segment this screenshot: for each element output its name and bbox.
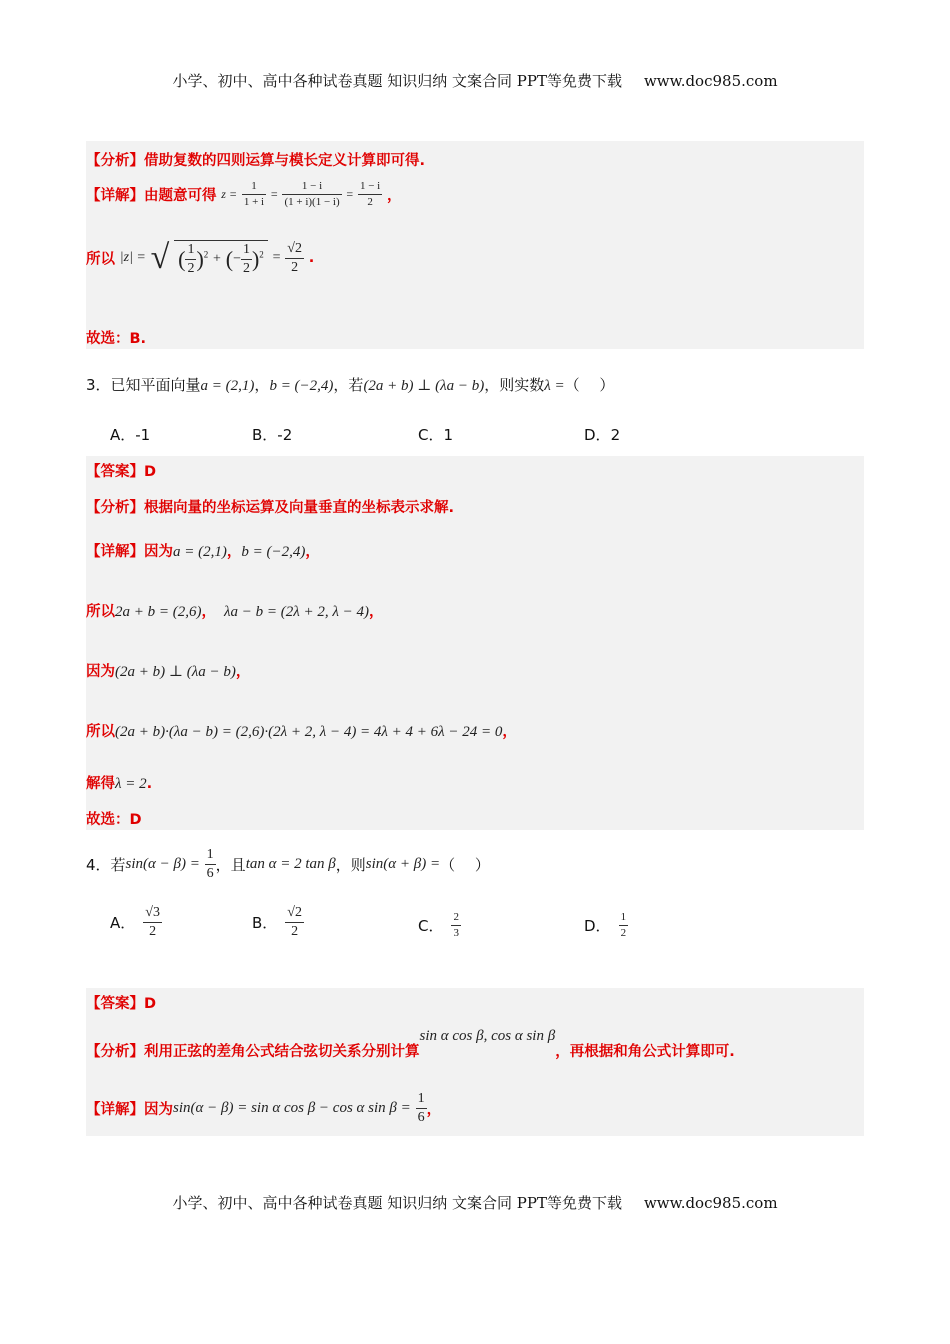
- so-label: 所以: [86, 251, 115, 268]
- choice-tag: 故选：: [86, 331, 130, 347]
- analysis-line: 【分析】利用正弦的差角公式结合弦切关系分别计算sin α cos β, cos α sin β，再根据和角公式计算即可.: [86, 1028, 735, 1060]
- header-text: 小学、初中、高中各种试卷真题 知识归纳 文案合同 PPT等免费下载: [172, 72, 622, 90]
- choice-value: B.: [129, 331, 147, 347]
- header-site: www.doc985.com: [643, 72, 778, 90]
- half-2: $\frac{1}{2}$: [242, 242, 250, 276]
- vector-a: a = (2,1): [173, 544, 227, 560]
- footer-site: www.doc985.com: [643, 1194, 778, 1212]
- detail-line: 【详解】因为sin(α − β) = sin α cos β − cos α sin β = $\frac{1}{6}$ ，: [86, 1091, 442, 1125]
- modulus-line: 所以 |z| = √ ( $\frac{1}{2}$ )$^2$ + (− $\frac{1}{2}$ )$^2$ = $\frac{√2}{2}$ .: [86, 239, 315, 276]
- z-equals: z =: [221, 187, 238, 201]
- q4-sin-sum: sin(α + β) =: [365, 856, 441, 872]
- q3-lambda: λ =: [544, 378, 565, 394]
- solution-block-3: [86, 988, 864, 1136]
- one-sixth: $\frac{1}{6}$: [417, 1091, 425, 1125]
- solve-line: 解得λ = 2.: [86, 776, 153, 792]
- vector-b: b = (−2,4): [241, 544, 306, 560]
- q3-option-a[interactable]: A．-1: [110, 426, 151, 444]
- q4-option-c[interactable]: C． $\frac{2}{3}$: [418, 911, 459, 939]
- question-3-stem: 3．已知平面向量a = (2,1)，b = (−2,4)，若(2a + b) ⊥ (λa − b)，则实数λ =（ ）: [86, 376, 615, 394]
- because-line: 因为(2a + b) ⊥ (λa − b)，: [86, 664, 251, 680]
- sqrt-body: ( $\frac{1}{2}$ )$^2$ + (− $\frac{1}{2}$ )$^2$: [174, 240, 268, 276]
- answer-line: 【答案】D: [86, 996, 157, 1012]
- fraction-3: $\frac{1 - i}{2}$: [359, 180, 381, 208]
- q3-condition: (2a + b) ⊥ (λa − b): [363, 378, 485, 394]
- choice-line: [86, 327, 146, 348]
- analysis-tag: 【分析】: [86, 153, 144, 169]
- analysis-text: 借助复数的四则运算与模长定义计算即可得.: [144, 153, 426, 169]
- detail-tag: 【详解】: [86, 188, 144, 204]
- q3-option-d[interactable]: D．2: [584, 426, 621, 444]
- half-1: $\frac{1}{2}$: [187, 242, 195, 276]
- page-header: [0, 70, 950, 91]
- sqrt-sign-icon: √: [150, 239, 170, 276]
- solution-block-2: [86, 456, 864, 830]
- q3-prefix: 3．已知平面向量: [86, 376, 201, 394]
- solution-block-1: [86, 141, 864, 349]
- dot-product-equation: (2a + b)·(λa − b) = (2,6)·(2λ + 2, λ − 4) = 4λ + 4 + 6λ − 24 = 0: [115, 724, 503, 740]
- question-4-stem: 4．若sin(α − β) = $\frac{1}{6}$ ，且tan α = 2 tan β，则sin(α + β) =（ ）: [86, 847, 490, 881]
- answer-line: 【答案】D: [86, 464, 157, 480]
- detail-prefix: 由题意可得: [144, 188, 217, 204]
- expr-2a-plus-b: 2a + b = (2,6): [115, 604, 202, 620]
- expr-lambda-a-minus-b: λa − b = (2λ + 2, λ − 4): [223, 604, 369, 620]
- page-footer: [0, 1192, 950, 1213]
- so-line-2: 所以(2a + b)·(λa − b) = (2,6)·(2λ + 2, λ − 4) = 4λ + 4 + 6λ − 24 = 0，: [86, 724, 517, 740]
- q3-vector-a: a = (2,1): [200, 378, 255, 394]
- q4-tan-relation: tan α = 2 tan β: [245, 856, 336, 872]
- perpendicular-condition: (2a + b) ⊥ (λa − b): [115, 664, 236, 680]
- footer-text: 小学、初中、高中各种试卷真题 知识归纳 文案合同 PPT等免费下载: [172, 1194, 622, 1212]
- sin-cos-products: sin α cos β, cos α sin β: [419, 1028, 556, 1044]
- q3-option-c[interactable]: C．1: [418, 426, 454, 444]
- q3-vector-b: b = (−2,4): [269, 378, 334, 394]
- modulus-z: |z| =: [119, 250, 146, 265]
- sqrt2-over-2: $\frac{√2}{2}$: [287, 240, 302, 275]
- lambda-result: λ = 2: [115, 776, 147, 792]
- q4-one-sixth: $\frac{1}{6}$: [206, 847, 214, 881]
- analysis-line: 【分析】根据向量的坐标运算及向量垂直的坐标表示求解.: [86, 500, 455, 516]
- detail-line: 【详解】因为a = (2,1)，b = (−2,4)，: [86, 544, 320, 560]
- so-line-1: 所以2a + b = (2,6)， λa − b = (2λ + 2, λ − 4)，: [86, 604, 384, 620]
- q4-option-b[interactable]: B． $\frac{√2}{2}$: [252, 905, 302, 939]
- q4-option-a[interactable]: A． $\frac{√3}{2}$: [110, 905, 160, 939]
- q4-sin-diff: sin(α − β) =: [125, 856, 200, 872]
- analysis-line: [86, 149, 425, 170]
- choice-line: 故选：D: [86, 812, 142, 828]
- fraction-2: $\frac{1 - i}{(1 + i)(1 - i)}$: [284, 180, 340, 208]
- q4-option-d[interactable]: D． $\frac{1}{2}$: [584, 911, 627, 939]
- fraction-1: $\frac{1}{1 + i}$: [243, 180, 265, 208]
- q3-option-b[interactable]: B．-2: [252, 426, 293, 444]
- difference-formula: sin(α − β) = sin α cos β − cos α sin β =: [173, 1100, 411, 1116]
- detail-line: 【详解】由题意可得 z = $\frac{1}{1 + i}$ = $\frac{1 - i}{(1 + i)(1 - i)}$ = $\frac{1 - i}{2}$ ，: [86, 180, 402, 208]
